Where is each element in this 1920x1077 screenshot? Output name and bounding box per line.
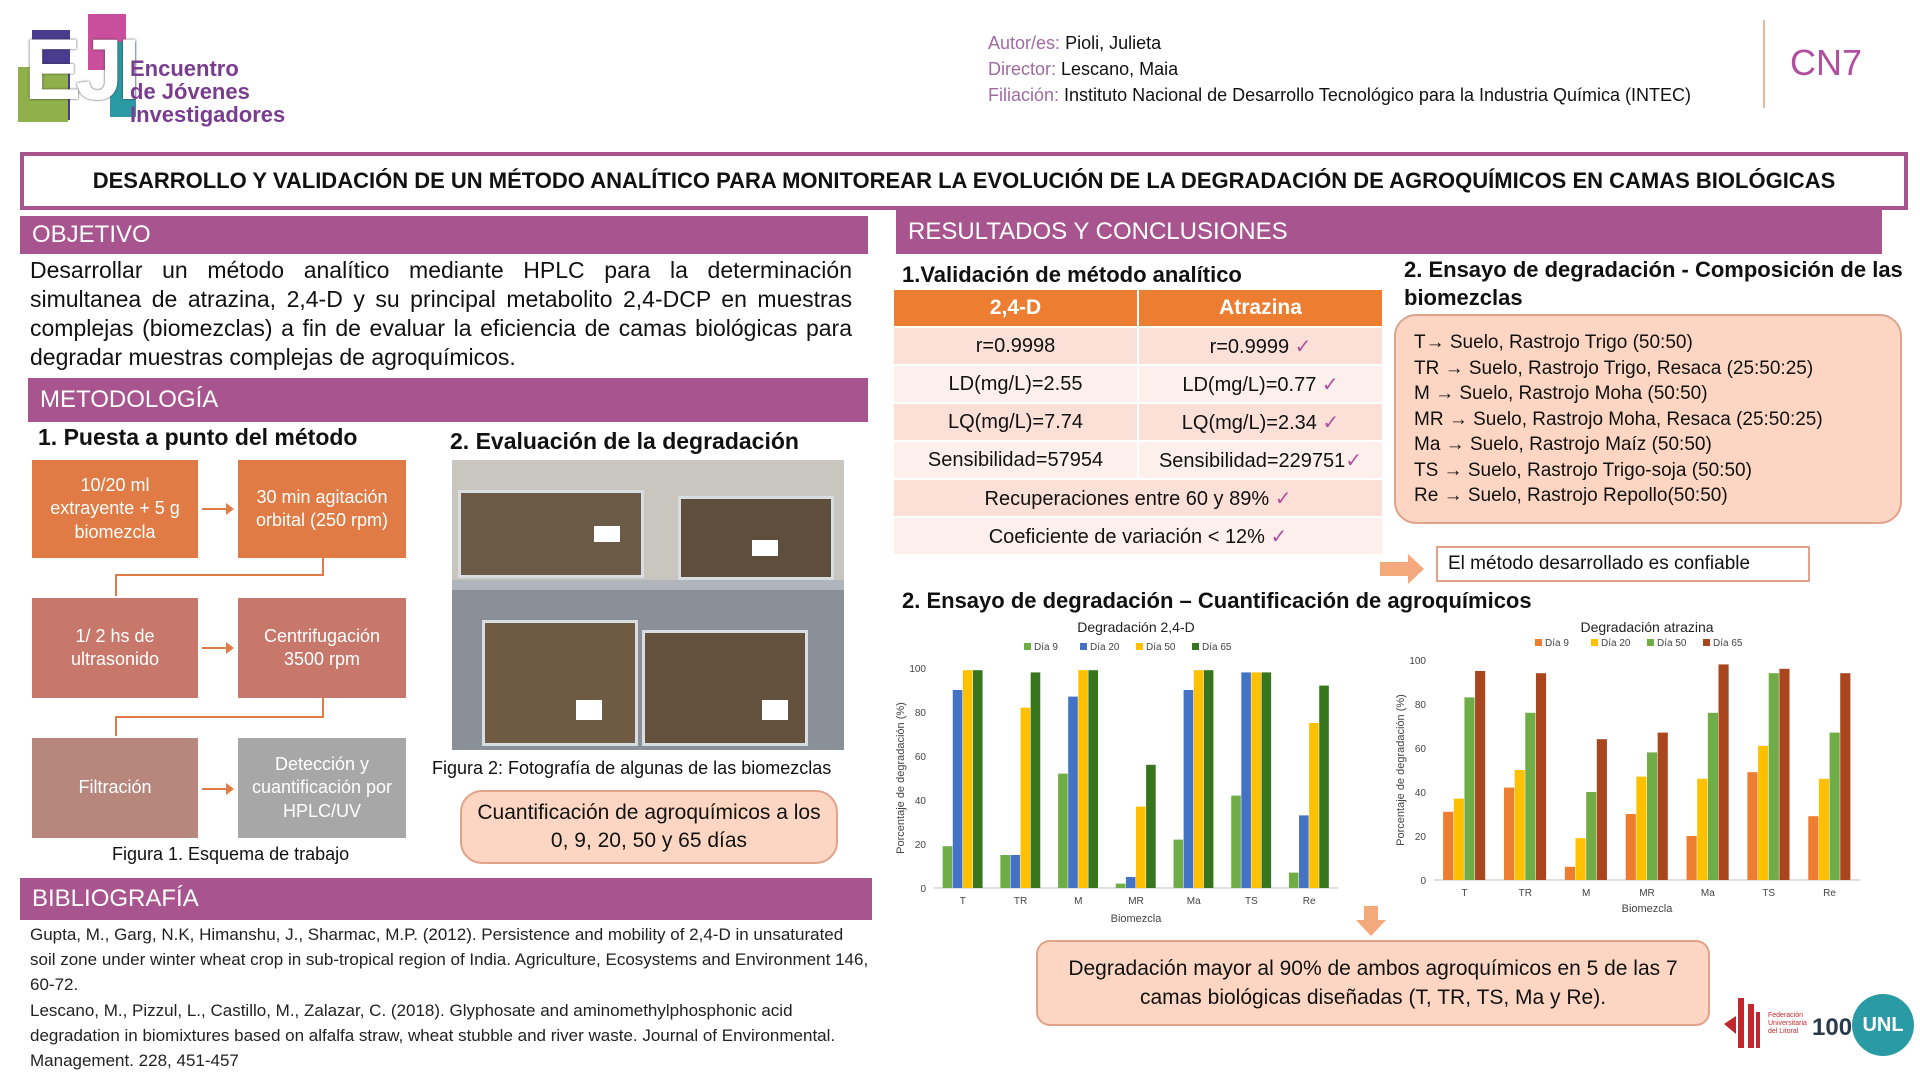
photo-label-1 xyxy=(594,526,620,542)
y-axis-label: Porcentaje de degradación (%) xyxy=(895,702,907,854)
x-tick-label: M xyxy=(1581,888,1591,899)
bar xyxy=(1262,672,1272,888)
y-axis-label: Porcentaje de degradación (%) xyxy=(1395,694,1407,846)
objetivo-heading: OBJETIVO xyxy=(20,216,868,254)
poster-title: DESARROLLO Y VALIDACIÓN DE UN MÉTODO ANALÍTICO PARA MONITOREAR LA EVOLUCIÓN DE LA DEGRADACIÓN DE AGROQUÍMICOS EN CAMAS BIOLÓGICAS xyxy=(92,168,1836,193)
photo-label-4 xyxy=(762,700,788,720)
x-axis-label: Biomezcla xyxy=(1621,903,1673,915)
x-tick-label: Ma xyxy=(1700,888,1715,899)
flow-connector-2b xyxy=(115,716,324,718)
flow-connector-2c xyxy=(115,716,117,736)
author-info xyxy=(988,30,1691,108)
down-arrow-icon xyxy=(1356,906,1386,941)
y-tick-label: 80 xyxy=(914,708,926,719)
conclusion-1-box xyxy=(1436,546,1810,582)
bar xyxy=(1126,877,1136,888)
table-row xyxy=(893,479,1383,517)
flow-arrow-1 xyxy=(202,508,232,510)
legend-swatch xyxy=(1024,643,1031,650)
reference-2: Lescano, M., Pizzul, L., Castillo, M., Zalazar, C. (2018). Glyphosate and aminomethylphosphonic acid degradation in biomixtures based on alfalfa straw, wheat stubble and river waste. Journal of Environmental. Management. 228, 451-457 xyxy=(30,1001,836,1070)
legend-swatch xyxy=(1703,639,1710,646)
flow-box-detection: Detección y cuantificación por HPLC/UV xyxy=(238,738,406,838)
bar xyxy=(1204,670,1214,888)
y-tick-label: 0 xyxy=(920,884,926,895)
table-cell: LQ(mg/L)=2.34 ✓ xyxy=(1138,403,1383,441)
resultados-heading: RESULTADOS Y CONCLUSIONES xyxy=(896,210,1882,254)
x-tick-label: TR xyxy=(1013,896,1028,907)
flow-connector-2a xyxy=(322,698,324,718)
bar xyxy=(1078,670,1088,888)
y-tick-label: 20 xyxy=(914,840,926,851)
reference-1: Gupta, M., Garg, N.K, Himanshu, J., Sharmac, M.P. (2012). Persistence and mobility of 2,4-D in unsaturated soil zone under winter wheat crop in sub-tropical region of India. Agriculture, Ecosystems and Environment 146, 60-72. xyxy=(30,925,869,994)
y-tick-label: 40 xyxy=(914,796,926,807)
author-label: Autor/es: xyxy=(988,33,1061,53)
x-tick-label: M xyxy=(1074,896,1083,907)
unl-logo-text: UNL xyxy=(1862,1013,1904,1036)
legend-swatch xyxy=(1535,639,1542,646)
bar xyxy=(1000,855,1010,888)
flow-connector-1b xyxy=(115,574,324,576)
check-icon: ✓ xyxy=(1270,525,1288,548)
logo-line-2: de Jóvenes xyxy=(130,79,250,104)
legend-label: Día 20 xyxy=(1601,638,1631,649)
table-row xyxy=(893,365,1383,403)
photo-box-3 xyxy=(482,620,638,746)
bar xyxy=(1636,777,1646,880)
bar xyxy=(1779,669,1789,880)
bar xyxy=(1626,814,1636,880)
bar xyxy=(943,846,953,888)
table-cell: Sensibilidad=229751✓ xyxy=(1138,441,1383,479)
author-value: Pioli, Julieta xyxy=(1065,33,1162,53)
bar xyxy=(1174,840,1184,888)
quantification-bubble xyxy=(460,790,838,864)
table-row xyxy=(893,517,1383,555)
legend-label: Día 50 xyxy=(1657,638,1687,649)
y-tick-label: 60 xyxy=(1414,744,1426,755)
logo-line-1: Encuentro xyxy=(130,56,239,81)
bar xyxy=(1299,815,1309,888)
validation-table xyxy=(892,288,1384,556)
y-tick-label: 60 xyxy=(914,752,926,763)
director-label: Director: xyxy=(988,59,1057,79)
bar xyxy=(1146,765,1156,888)
director-value: Lescano, Maia xyxy=(1061,59,1179,79)
bar xyxy=(1758,746,1768,880)
bar xyxy=(1719,664,1729,880)
bar xyxy=(1231,796,1241,888)
bar xyxy=(1536,673,1546,880)
bar xyxy=(1504,788,1514,880)
x-tick-label: Re xyxy=(1302,896,1316,907)
legend-label: Día 65 xyxy=(1713,638,1743,649)
flow-connector-1c xyxy=(115,574,117,596)
metodologia-heading: METODOLOGÍA xyxy=(28,378,868,422)
hundred-logo: 100 xyxy=(1812,1014,1853,1041)
step2-title: 2. Evaluación de la degradación xyxy=(450,428,799,454)
bar xyxy=(1454,799,1464,880)
bar xyxy=(1184,690,1194,888)
y-tick-label: 40 xyxy=(1414,788,1426,799)
table-cell: LQ(mg/L)=7.74 xyxy=(893,403,1138,441)
validation-subtitle: 1.Validación de método analítico xyxy=(902,262,1242,287)
photo-shelf-bar xyxy=(452,580,844,590)
bar xyxy=(1830,733,1840,880)
quantification-bubble-text: Cuantificación de agroquímicos a los 0, 9, 20, 50 y 65 días xyxy=(477,801,821,852)
bar xyxy=(1010,855,1020,888)
chart-title: Degradación 2,4-D xyxy=(1077,619,1195,635)
figure2-caption: Figura 2: Fotografía de algunas de las biomezclas xyxy=(432,758,832,778)
table-row xyxy=(893,327,1383,365)
poster-title-box xyxy=(20,152,1908,210)
bar xyxy=(1309,723,1319,888)
y-tick-label: 0 xyxy=(1420,876,1426,887)
flow-box-extraction: 10/20 ml extrayente + 5 g biomezcla xyxy=(32,460,198,558)
unl-logo xyxy=(1852,994,1914,1056)
bar xyxy=(1031,672,1041,888)
y-tick-label: 100 xyxy=(909,664,926,675)
bar xyxy=(1136,807,1146,888)
composition-item: M → Suelo, Rastrojo Moha (50:50) xyxy=(1414,383,1708,404)
x-tick-label: TS xyxy=(1762,888,1776,899)
conclusion-2-bubble xyxy=(1036,940,1710,1026)
legend-label: Día 20 xyxy=(1090,642,1120,653)
objetivo-text: Desarrollar un método analítico mediante HPLC para la determinación simultanea de atrazina, 2,4-D y su principal metabolito 2,4-DCP en muestras complejas (biomezclas) a fin de evaluar la eficiencia de camas biológicas para degradar muestras complejas de agroquímicos. xyxy=(30,257,852,370)
bar xyxy=(1575,838,1585,880)
y-tick-label: 20 xyxy=(1414,832,1426,843)
y-tick-label: 80 xyxy=(1414,700,1426,711)
x-tick-label: T xyxy=(959,896,966,907)
composition-item: T→ Suelo, Rastrojo Trigo (50:50) xyxy=(1414,332,1693,353)
bar xyxy=(1319,686,1329,888)
bar xyxy=(1819,779,1829,880)
check-icon: ✓ xyxy=(1321,373,1339,396)
bar xyxy=(1586,792,1596,880)
photo-label-2 xyxy=(752,540,778,556)
x-tick-label: MR xyxy=(1128,896,1144,907)
composition-item: TR → Suelo, Rastrojo Trigo, Resaca (25:50:25) xyxy=(1414,357,1814,379)
bar xyxy=(1747,772,1757,880)
composition-item: TS → Suelo, Rastrojo Trigo-soja (50:50) xyxy=(1414,459,1752,481)
x-tick-label: TS xyxy=(1245,896,1258,907)
bar xyxy=(1658,733,1668,880)
conclusion-2-text: Degradación mayor al 90% de ambos agroquímicos en 5 de las 7 camas biológicas diseñadas (T, TR, TS, Ma y Re). xyxy=(1068,957,1678,1009)
bar xyxy=(1058,774,1068,888)
bar xyxy=(1443,812,1453,880)
photo-box-2 xyxy=(678,496,834,580)
legend-label: Día 9 xyxy=(1545,638,1569,649)
check-icon: ✓ xyxy=(1274,487,1292,510)
table-cell: r=0.9998 xyxy=(893,327,1138,365)
composition-bubble xyxy=(1394,314,1902,524)
composition-item: Re → Suelo, Rastrojo Repollo(50:50) xyxy=(1414,485,1728,506)
header-divider xyxy=(1763,20,1765,108)
flow-box-agitation: 30 min agitación orbital (250 rpm) xyxy=(238,460,406,558)
table-cell: LD(mg/L)=0.77 ✓ xyxy=(1138,365,1383,403)
bar xyxy=(963,670,973,888)
bar xyxy=(1475,671,1485,880)
bar xyxy=(973,670,983,888)
bar xyxy=(1251,672,1261,888)
federacion-logo-text: Federación Universitaria del Litoral xyxy=(1768,1012,1807,1035)
bar xyxy=(1808,816,1818,880)
bar xyxy=(1647,752,1657,880)
logo-mark: EJI xyxy=(24,22,136,118)
bar xyxy=(1088,670,1098,888)
legend-label: Día 9 xyxy=(1034,642,1058,653)
table-header-24d: 2,4-D xyxy=(893,289,1138,327)
legend-label: Día 50 xyxy=(1146,642,1176,653)
table-cell: LD(mg/L)=2.55 xyxy=(893,365,1138,403)
bar xyxy=(1464,697,1474,880)
check-icon: ✓ xyxy=(1322,411,1340,434)
table-row xyxy=(893,441,1383,479)
poster-code: CN7 xyxy=(1790,42,1863,83)
affiliation-value: Instituto Nacional de Desarrollo Tecnológico para la Industria Química (INTEC) xyxy=(1064,85,1691,105)
flow-arrow-3 xyxy=(202,788,232,790)
legend-swatch xyxy=(1136,643,1143,650)
photo-box-4 xyxy=(642,630,808,746)
bar xyxy=(1068,697,1078,888)
x-axis-label: Biomezcla xyxy=(1110,913,1162,925)
table-cell-span: Coeficiente de variación < 12% ✓ xyxy=(893,517,1383,555)
bar xyxy=(1021,708,1031,888)
legend-label: Día 65 xyxy=(1202,642,1232,653)
bar xyxy=(953,690,963,888)
bar xyxy=(1697,779,1707,880)
composition-subtitle: 2. Ensayo de degradación - Composición de las biomezclas xyxy=(1404,257,1903,310)
chart-degradacion-atrazina xyxy=(1390,614,1868,924)
legend-swatch xyxy=(1647,639,1654,646)
check-icon: ✓ xyxy=(1345,449,1363,472)
legend-swatch xyxy=(1080,643,1087,650)
bar xyxy=(1597,739,1607,880)
bar xyxy=(1687,836,1697,880)
flow-box-ultrasound: 1/ 2 hs de ultrasonido xyxy=(32,598,198,698)
bibliografia-heading: BIBLIOGRAFÍA xyxy=(20,878,872,920)
table-header-atrazina: Atrazina xyxy=(1138,289,1383,327)
quantification-subtitle: 2. Ensayo de degradación – Cuantificación de agroquímicos xyxy=(902,588,1532,613)
step1-title: 1. Puesta a punto del método xyxy=(38,424,358,450)
conclusion-1-text: El método desarrollado es confiable xyxy=(1448,553,1751,574)
x-tick-label: Re xyxy=(1823,888,1836,899)
flow-arrow-2 xyxy=(202,647,232,649)
bar xyxy=(1840,673,1850,880)
table-cell-span: Recuperaciones entre 60 y 89% ✓ xyxy=(893,479,1383,517)
y-tick-label: 100 xyxy=(1409,656,1426,667)
bar xyxy=(1241,672,1251,888)
check-icon: ✓ xyxy=(1294,335,1312,358)
legend-swatch xyxy=(1591,639,1598,646)
affiliation-label: Filiación: xyxy=(988,85,1060,105)
flow-box-filtration: Filtración xyxy=(32,738,198,838)
bar xyxy=(1194,670,1204,888)
logo-line-3: Investigadores xyxy=(130,102,286,127)
bar xyxy=(1769,673,1779,880)
chart-degradacion-24d xyxy=(890,614,1346,934)
chart-title: Degradación atrazina xyxy=(1580,619,1714,635)
bar xyxy=(1708,713,1718,880)
bar xyxy=(1565,867,1575,880)
logo xyxy=(18,12,298,127)
composition-item: Ma → Suelo, Rastrojo Maíz (50:50) xyxy=(1414,434,1712,455)
legend-swatch xyxy=(1192,643,1199,650)
table-row xyxy=(893,403,1383,441)
bar xyxy=(1525,713,1535,880)
table-cell: Sensibilidad=57954 xyxy=(893,441,1138,479)
table-cell: r=0.9999 ✓ xyxy=(1138,327,1383,365)
figure1-caption: Figura 1. Esquema de trabajo xyxy=(112,844,350,864)
photo-label-3 xyxy=(576,700,602,720)
composition-item: MR → Suelo, Rastrojo Moha, Resaca (25:50:25) xyxy=(1414,408,1823,430)
bar xyxy=(1289,873,1299,888)
biomixture-photo xyxy=(452,460,844,750)
bar xyxy=(1116,884,1126,888)
x-tick-label: T xyxy=(1461,888,1468,899)
x-tick-label: TR xyxy=(1518,888,1532,899)
x-tick-label: MR xyxy=(1639,888,1655,899)
flow-box-centrifugation: Centrifugación 3500 rpm xyxy=(238,598,406,698)
bar xyxy=(1515,770,1525,880)
x-tick-label: Ma xyxy=(1186,896,1201,907)
